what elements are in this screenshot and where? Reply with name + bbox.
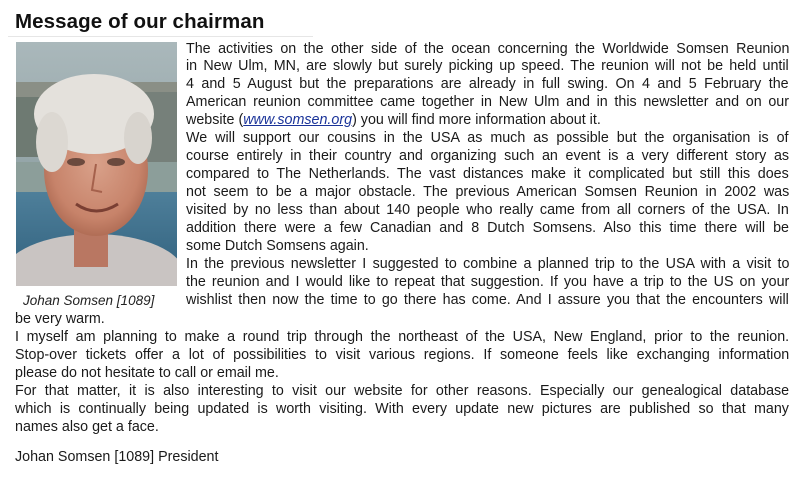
body-line: Stop-over tickets offer a lot of possibilities to visit various regions. If someone feels like exchanging information xyxy=(15,347,790,363)
body-line: visited by no less than about 140 people who really came from all corners of the USA. In xyxy=(186,202,789,218)
photo-caption: Johan Somsen [1089] xyxy=(23,293,155,308)
body-line: American reunion committee came together in New Ulm and in this newsletter and on our xyxy=(186,94,789,110)
body-line: some Dutch Somsens again. xyxy=(186,238,369,254)
body-line: be very warm. xyxy=(15,311,105,327)
body-text: ) you will find more information about it. xyxy=(352,112,601,128)
body-line: not seem to be a major obstacle. The previous American Somsen Reunion in 2002 was xyxy=(186,184,790,200)
body-text: website ( xyxy=(186,112,244,128)
signature: Johan Somsen [1089] President xyxy=(15,449,219,465)
title-divider xyxy=(8,36,313,37)
body-line: I myself am planning to make a round trip through the northeast of the USA, New England, prior to the reunion. xyxy=(15,329,790,345)
body-line: compared to The Netherlands. The vast distances make it complicated but still this does xyxy=(186,166,789,182)
body-line: For that matter, it is also interesting to visit our website for other reasons. Especially our genealogical database xyxy=(15,383,790,399)
chairman-photo xyxy=(16,42,177,286)
body-line: in New Ulm, MN, are slowly but surely picking up speed. The reunion will not be held until xyxy=(186,58,789,74)
body-line-website xyxy=(186,112,601,128)
body-line: the reunion and I would like to repeat that suggestion. If you have a trip to the US on your xyxy=(186,274,790,290)
body-line: wishlist then now the time to go there has come. And I assure you that the encounters will xyxy=(186,292,789,308)
article-title: Message of our chairman xyxy=(15,10,265,33)
body-line: The activities on the other side of the ocean concerning the Worldwide Somsen Reunion xyxy=(186,41,790,57)
body-line: We will support our cousins in the USA as much as possible but the organisation is of xyxy=(186,130,789,146)
body-line: 4 and 5 August but the preparations are already in full swing. On 4 and 5 February the xyxy=(186,76,789,92)
website-link[interactable]: www.somsen.org xyxy=(243,112,353,128)
body-line: addition there were a few Canadian and 8 Dutch Somsens. Also this time there will be xyxy=(186,220,789,236)
body-line: names also get a face. xyxy=(15,419,159,435)
body-line: which is continually being updated is worth visiting. With every update new pictures are published so that many xyxy=(15,401,789,417)
body-line: In the previous newsletter I suggested to combine a planned trip to the USA with a visit to xyxy=(186,256,790,272)
body-line: course entirely in their country and organizing such an event is a very different story as xyxy=(186,148,790,164)
body-line: please do not hesitate to call or email me. xyxy=(15,365,279,381)
